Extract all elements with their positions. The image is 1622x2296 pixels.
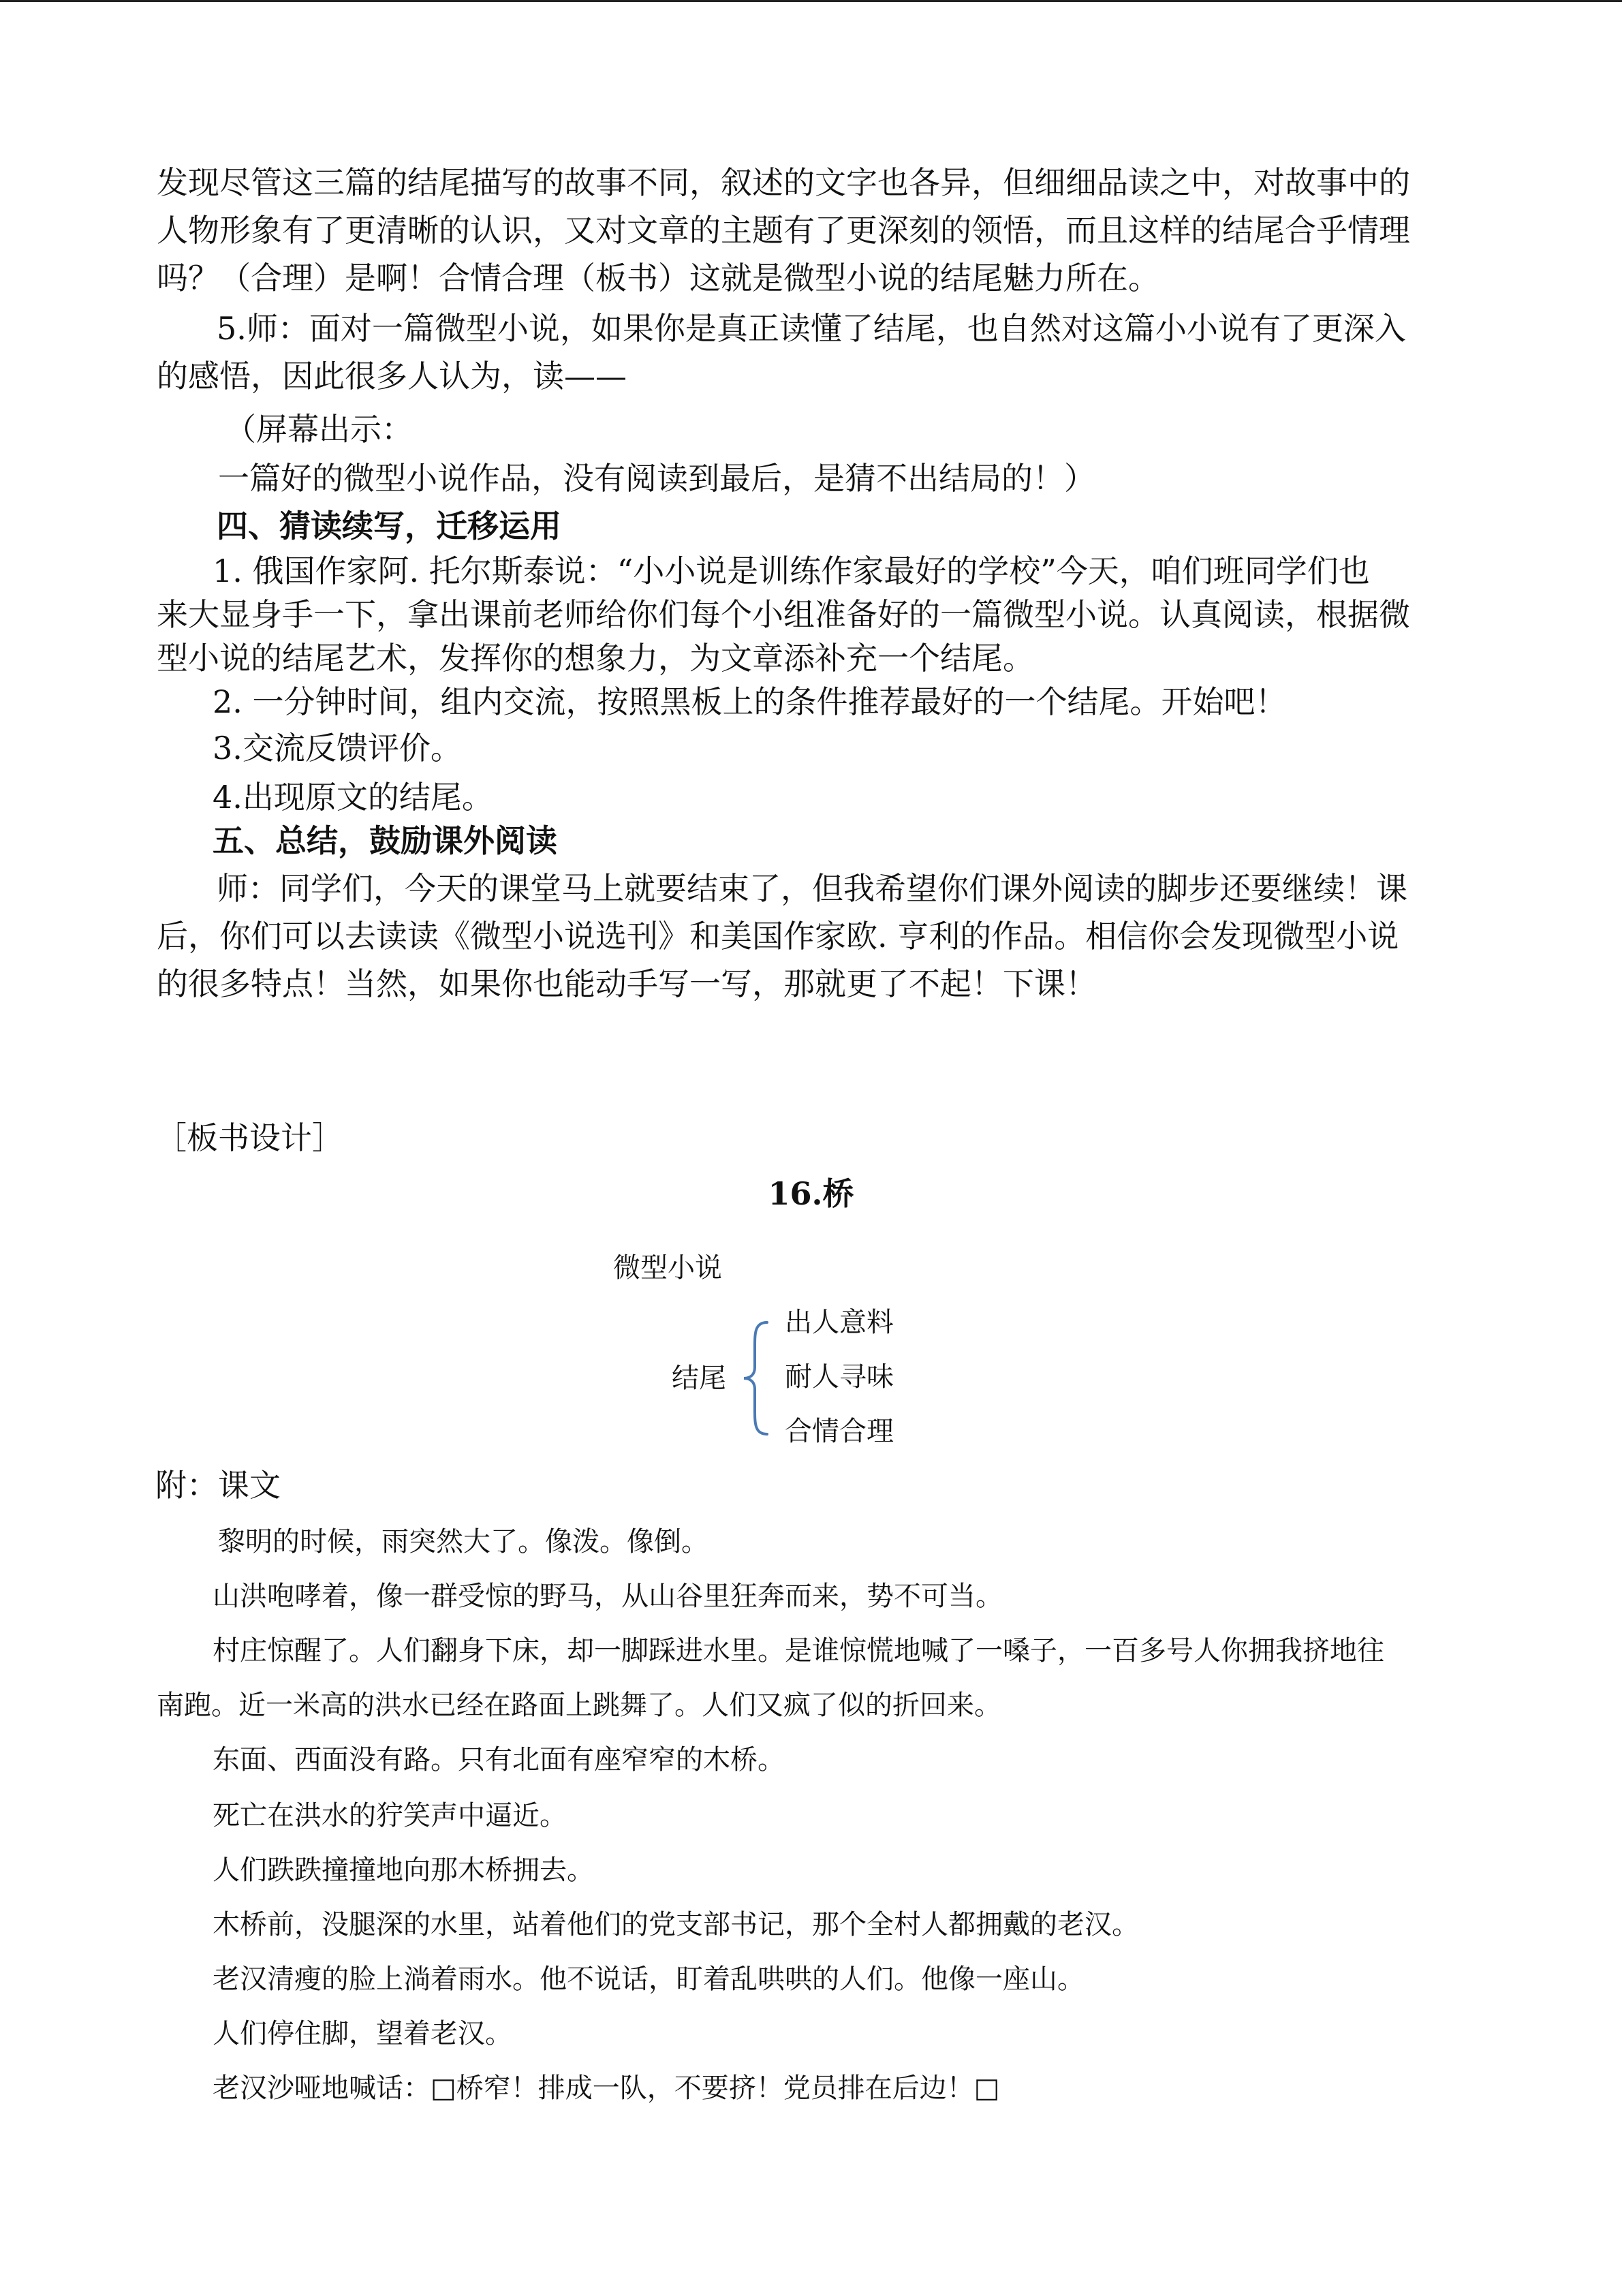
screen-intro: （屏幕出示： — [225, 411, 413, 448]
section4-p1-line-1: 1. 俄国作家阿. 托尔斯泰说：“小小说是训练作家最好的学校”今天，咱们班同学们也 — [213, 553, 1370, 589]
board-title: 16.桥 — [768, 1175, 854, 1212]
section4-heading: 四、猜读续写，迁移运用 — [217, 508, 561, 544]
appendix-paragraph: 山洪咆哮着，像一群受惊的野马，从山谷里狂奔而来，势不可当。 — [213, 1581, 1003, 1612]
board-ending-label: 结尾 — [672, 1363, 726, 1394]
section4-p2: 2. 一分钟时间，组内交流，按照黑板上的条件推荐最好的一个结尾。开始吧！ — [213, 683, 1287, 720]
section5-line-3: 的很多特点！当然，如果你也能动手写一写，那就更了不起！下课！ — [157, 965, 1097, 1002]
document-page — [0, 2, 1622, 2296]
section5-line-1: 师：同学们，今天的课堂马上就要结束了，但我希望你们课外阅读的脚步还要继续！课 — [217, 870, 1407, 907]
board-label: ［板书设计］ — [155, 1119, 343, 1156]
section4-p1-line-3: 型小说的结尾艺术，发挥你的想象力，为文章添补充一个结尾。 — [157, 640, 1034, 677]
appendix-paragraph: 死亡在洪水的狞笑声中逼近。 — [213, 1800, 567, 1831]
screen-quote: 一篇好的微型小说作品，没有阅读到最后，是猜不出结局的！） — [218, 460, 1095, 497]
appendix-paragraph: 东面、西面没有路。只有北面有座窄窄的木桥。 — [213, 1744, 785, 1775]
appendix-paragraph: 老汉沙哑地喊话：□桥窄！排成一队，不要挤！党员排在后边！□ — [213, 2073, 1000, 2104]
appendix-paragraph: 人们停住脚，望着老汉。 — [213, 2018, 512, 2049]
appendix-paragraph: 木桥前，没腿深的水里，站着他们的党支部书记，那个全村人都拥戴的老汉。 — [213, 1909, 1139, 1940]
appendix-paragraph: 人们跌跌撞撞地向那木桥拥去。 — [213, 1855, 594, 1886]
intro-line-3: 吗？（合理）是啊！合情合理（板书）这就是微型小说的结尾魅力所在。 — [157, 260, 1159, 296]
appendix-paragraph: 村庄惊醒了。人们翻身下床，却一脚踩进水里。是谁惊慌地喊了一嗓子，一百多号人你拥我挤地往 — [213, 1635, 1384, 1666]
board-subtitle: 微型小说 — [613, 1252, 722, 1284]
section4-p1-line-2: 来大显身手一下，拿出课前老师给你们每个小组准备好的一篇微型小说。认真阅读，根据微 — [157, 596, 1410, 633]
step5-line-1: 5.师：面对一篇微型小说，如果你是真正读懂了结尾，也自然对这篇小小说有了更深入 — [217, 310, 1406, 347]
section5-heading: 五、总结，鼓励课外阅读 — [213, 822, 557, 859]
step5-line-2: 的感悟，因此很多人认为，读—— — [157, 358, 627, 394]
appendix-paragraph: 老汉清瘦的脸上淌着雨水。他不说话，盯着乱哄哄的人们。他像一座山。 — [213, 1964, 1085, 1995]
appendix-label: 附：课文 — [155, 1467, 281, 1504]
section5-line-2: 后，你们可以去读读《微型小说选刊》和美国作家欧. 亨利的作品。相信你会发现微型小说 — [157, 918, 1399, 955]
board-branch-2: 耐人寻味 — [785, 1361, 894, 1393]
section4-p4: 4.出现原文的结尾。 — [213, 779, 493, 816]
intro-line-1: 发现尽管这三篇的结尾描写的故事不同，叙述的文字也各异，但细细品读之中，对故事中的 — [157, 164, 1410, 201]
board-branch-1: 出人意料 — [785, 1307, 894, 1338]
appendix-paragraph: 黎明的时候，雨突然大了。像泼。像倒。 — [218, 1526, 708, 1557]
board-branch-3: 合情合理 — [785, 1416, 894, 1447]
intro-line-2: 人物形象有了更清晰的认识，又对文章的主题有了更深刻的领悟，而且这样的结尾合乎情理 — [157, 212, 1410, 249]
appendix-paragraph: 南跑。近一米高的洪水已经在路面上跳舞了。人们又疯了似的折回来。 — [157, 1690, 1001, 1721]
section4-p3: 3.交流反馈评价。 — [213, 730, 462, 766]
brace-icon — [740, 1320, 771, 1437]
